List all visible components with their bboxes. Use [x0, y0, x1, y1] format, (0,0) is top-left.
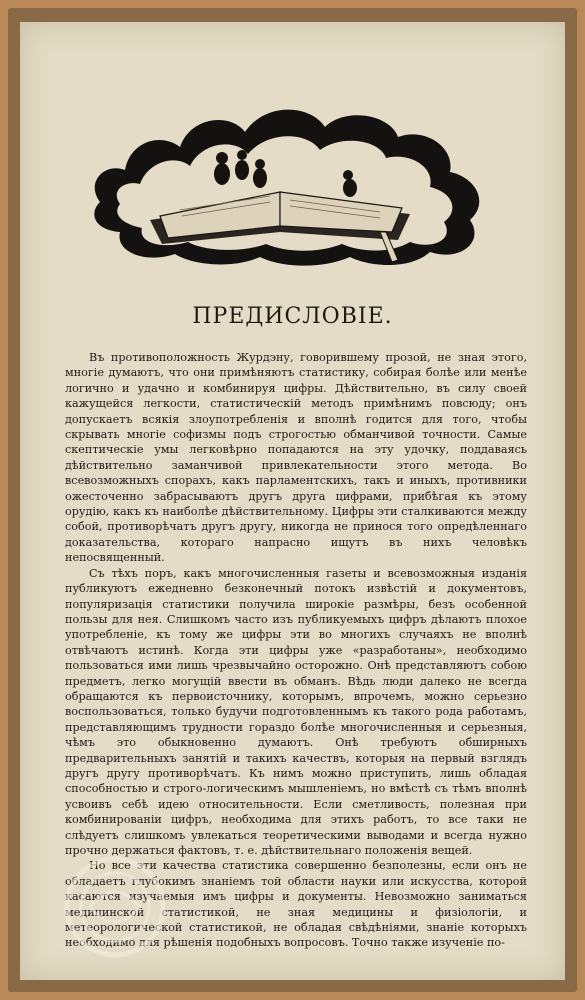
- paragraph: Въ противоположность Журдэну, говорившему прозой, не зная этого, многіе думаютъ, что они примѣняютъ статистику, собирая болѣе или менѣе логично и удачно и комбинируя цифры. Дѣйствительно, въ силу своей кажущейся легкости, статистическій методъ примѣнимъ повсюду; онъ допускаетъ всякія злоупотребленія и вполнѣ годится для того, чтобы скрывать многіе софизмы подъ строгостью обманчивой точности. Самые скептическіе умы легковѣрно попадаются на эту удочку, поддаваясь дѣйствительно заманчивой привлекательности этого метода. Во всевозможныхъ спорахъ, какъ парламентскихъ, такъ и иныхъ, противники ожесточенно забрасываютъ другъ друга цифрами, прибѣгая къ этому орудію, какъ къ наиболѣе дѣйствительному. Цифры эти сталкиваются между собой, противорѣчатъ другъ другу, никогда не принося того опредѣленнаго доказательства, котораго напрасно ищутъ въ нихъ человѣкъ непосвященный.: [65, 351, 527, 565]
- library-stamp-watermark: [60, 852, 170, 962]
- paragraph: Но все эти качества статистика совершенно безполезны, если онъ не обладаетъ глубокимъ знаніемъ той области науки или искусства, которой касаются изучаемыя имъ цифры и документы. Невозможно заниматься медицинской статистикой, не зная медицины и физіологіи, и метеорологической статистикой, не обладая свѣдѣніями, знаніе которыхъ необходимо для рѣшенія подобныхъ вопросовъ. Точно также изученіе по-: [65, 859, 527, 950]
- document-page: [20, 22, 565, 980]
- book-vignette-illustration: [80, 92, 500, 272]
- paragraph: Съ тѣхъ поръ, какъ многочисленныя газеты и всевозможныя изданія публикуютъ ежедневно безконечный потокъ извѣстій и документовъ, популяризація статистики получила широкіе размѣры, безъ особенной пользы для нея. Слишкомъ часто изъ публикуемыхъ цифръ дѣлаютъ плохое употребленіе, къ тому же цифры эти во многихъ случаяхъ не вполнѣ отвѣчаютъ истинѣ. Когда эти цифры уже «разработаны», необходимо пользоваться ими лишь чрезвычайно осторожно. Онѣ представляютъ собою предметъ, легко могущій ввести въ обманъ. Вѣдь люди далеко не всегда обращаются къ первоисточнику, которымъ, впрочемъ, можно серьезно воспользоваться, только будучи подготовленнымъ къ такого рода работамъ, представляющимъ трудности гораздо болѣе многочисленныя и серьезныя, чѣмъ это обыкновенно думаютъ. Онѣ требуютъ обширныхъ предварительныхъ занятій и такихъ качествъ, которыя на первый взглядъ другъ другу противорѣчатъ. Къ нимъ можно приступить, лишь обладая способностью и строго-логическимъ мышленіемъ, но вмѣстѣ съ тѣмъ вполнѣ усвоивъ себѣ идею относительности. Если сметливость, полезная при комбинированіи цифръ, необходима для этихъ работъ, то все таки не слѣдуетъ слишкомъ увлекаться теоретическими выводами и всегда нужно прочно держаться фактовъ, т. е. дѣйствительнаго положенія вещей.: [65, 566, 527, 857]
- chapter-heading: ПРЕДИСЛОВІЕ.: [192, 304, 393, 329]
